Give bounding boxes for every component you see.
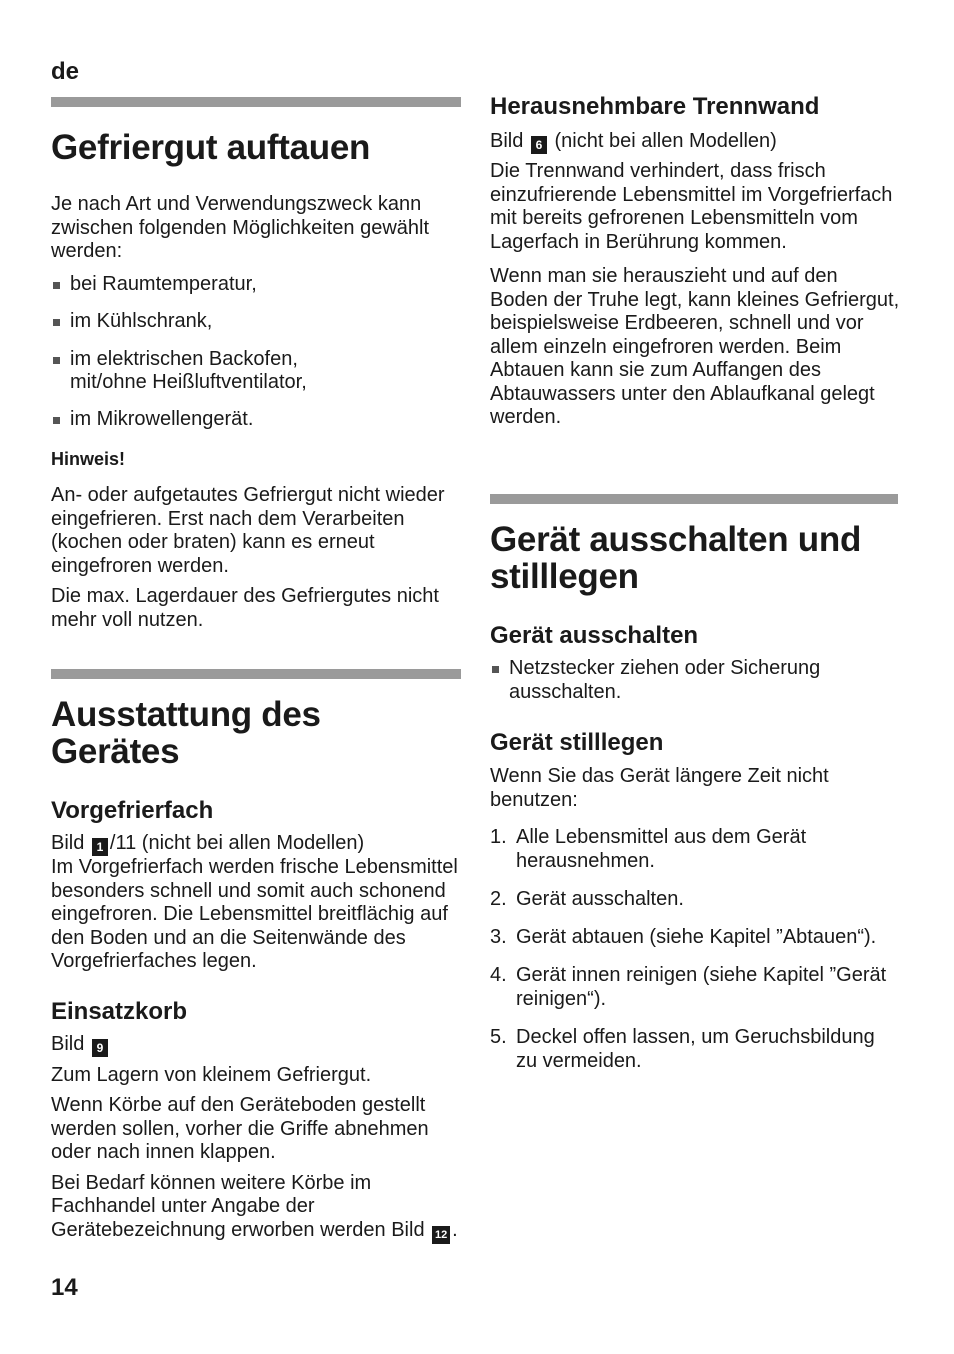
divider-figure-ref: Bild 6 (nicht bei allen Modellen) [490,130,777,152]
section-equipment [51,669,461,1244]
list-item: Netzstecker ziehen oder Sicherung ausschalten. [490,657,898,704]
page-number: 14 [51,1274,78,1301]
subheading-switch-off: Gerät ausschalten [490,622,699,649]
list-item: bei Raumtemperatur, [51,273,461,297]
subheading-prefreezer: Vorgefrierfach [51,797,214,824]
list-item: im Mikrowellengerät. [51,408,461,432]
figure-number-badge: 9 [92,1039,108,1057]
basket-text-2: Wenn Körbe auf den Geräteboden gestellt werden sollen, vorher die Griffe abnehmen oder nach innen klappen. [51,1094,429,1163]
thaw-intro: Je nach Art und Verwendungszweck kann zwischen folgenden Möglichkeiten gewählt werden: [51,193,430,262]
decommission-steps [490,826,898,1073]
list-item: 2. Gerät ausschalten. [490,888,684,910]
section-divider [490,93,900,430]
note-text: An- oder aufgetautes Gefriergut nicht wieder eingefrieren. Erst nach dem Verarbeiten (kochen oder braten) kann es erneut eingefroren werden. [51,484,445,577]
basket-text-1: Zum Lagern von kleinem Gefriergut. [51,1063,372,1086]
divider-text-2: Wenn man sie herauszieht und auf den Boden der Truhe legt, kann kleines Gefriergut, beispielsweise Erdbeeren, schnell und vor allem einzeln eingefroren werden. Beim Abtauen kann sie zum Auffangen des Abtauwassers unter den Ablaufkanal gelegt werden. [490,265,900,428]
list-item: 4. Gerät innen reinigen (siehe Kapitel ”Gerät reinigen“). [490,964,887,1010]
section-title-thaw: Gefriergut auftauen [51,128,371,167]
section-thaw [51,97,461,632]
list-item: 5. Deckel offen lassen, um Geruchsbildung zu vermeiden. [490,1026,875,1072]
section-title-equipment: Ausstattung des Gerätes [51,695,321,771]
list-item: im elektrischen Backofen, mit/ohne Heißluftventilator, [51,348,360,395]
storage-note: Die max. Lagerdauer des Gefriergutes nicht mehr voll nutzen. [51,585,439,631]
basket-text-3: Bei Bedarf können weitere Körbe im Fachhandel unter Angabe der Gerätebezeichnung erworben werden Bild 12 . [51,1172,461,1244]
prefreezer-figure-ref: Bild 1 /11 (nicht bei allen Modellen) [51,832,365,854]
list-item: 1. Alle Lebensmittel aus dem Gerät herausnehmen. [490,826,807,872]
prefreezer-text: Im Vorgefrierfach werden frische Lebensmittel besonders schnell und somit auch schonend eingefroren. Die Lebensmittel breitflächig auf den Boden und an die Seitenwände des Vorgefrierfaches legen. [51,856,458,972]
section-rule [490,494,898,504]
divider-text-1: Die Trennwand verhindert, dass frisch einzufrierende Lebensmittel im Vorgefrierfach mit bereits gefrorenen Lebensmitteln vom Lagerfach in Berührung kommen. [490,160,893,253]
section-shutdown [490,494,898,1073]
figure-number-badge: 12 [432,1226,450,1244]
basket-figure-ref: Bild 9 [51,1033,461,1057]
thaw-options-list [51,273,461,432]
section-rule [51,97,461,107]
list-item: 3. Gerät abtauen (siehe Kapitel ”Abtauen“). [490,925,877,948]
subheading-divider: Herausnehmbare Trennwand [490,93,820,120]
subheading-basket: Einsatzkorb [51,997,188,1025]
language-label: de [51,58,80,85]
figure-number-badge: 1 [92,838,108,856]
note-heading: Hinweis! [51,449,126,469]
figure-number-badge: 6 [531,136,547,154]
decommission-intro: Wenn Sie das Gerät längere Zeit nicht benutzen: [490,765,829,811]
section-title-shutdown: Gerät ausschalten und stilllegen [490,520,862,596]
list-item: im Kühlschrank, [51,310,461,334]
section-rule [51,669,461,679]
switch-off-list [490,657,898,704]
subheading-decommission: Gerät stilllegen [490,729,664,756]
